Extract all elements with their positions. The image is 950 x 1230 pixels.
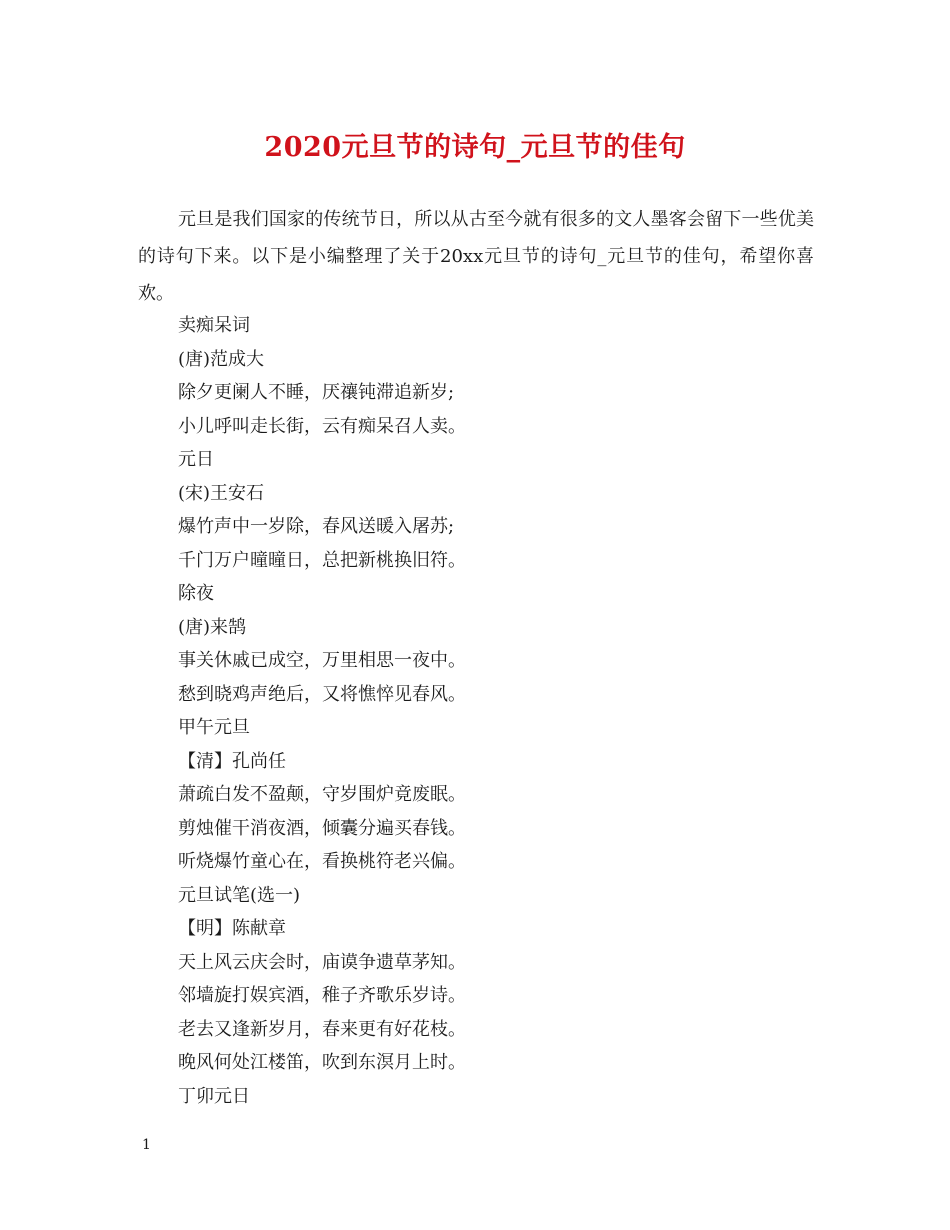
poem-line: 事关休戚已成空，万里相思一夜中。 (178, 650, 466, 671)
poem-title: 卖痴呆词 (178, 315, 250, 336)
poem-author: (唐)来鹄 (178, 616, 247, 638)
poem-title: 除夜 (178, 583, 214, 604)
document-title: 2020元旦节的诗句_元旦节的佳句 (264, 132, 686, 163)
poem-line: 剪烛催干消夜酒，倾囊分遍买春钱。 (178, 817, 466, 839)
poem-line: 千门万户曈曈日，总把新桃换旧符。 (178, 549, 466, 571)
poem-title: 甲午元旦 (178, 717, 250, 738)
poem-author: (宋)王安石 (178, 482, 265, 504)
poem-line: 老去又逢新岁月，春来更有好花枝。 (178, 1018, 466, 1040)
poem-line: 天上风云庆会时，庙谟争遗草茅知。 (178, 951, 466, 973)
poem-title: 丁卯元日 (178, 1085, 250, 1107)
poem-author: 【明】陈献章 (178, 918, 286, 939)
poem-line: 除夕更阑人不睡，厌禳钝滞追新岁; (178, 382, 455, 403)
poem-author: (唐)范成大 (178, 348, 265, 370)
poem-line: 小儿呼叫走长街，云有痴呆召人卖。 (178, 415, 466, 437)
poem-line: 邻墙旋打娱宾酒，稚子齐歌乐岁诗。 (178, 985, 466, 1006)
poem-title: 元旦试笔(选一) (178, 884, 301, 906)
intro-paragraph: 元旦是我们国家的传统节日，所以从古至今就有很多的文人墨客会留下一些优美的诗句下来。以下是小编整理了关于20xx元旦节的诗句_元旦节的佳句，希望你喜欢。 (138, 209, 814, 304)
poem-line: 爆竹声中一岁除，春风送暖入屠苏; (178, 516, 455, 537)
poem-line: 萧疏白发不盈颠，守岁围炉竟废眠。 (178, 784, 466, 805)
poem-line: 愁到晓鸡声绝后，又将憔悴见春风。 (178, 683, 466, 705)
page-number: 1 (142, 1137, 151, 1153)
poem-author: 【清】孔尚任 (178, 750, 286, 772)
poem-title: 元日 (178, 449, 214, 470)
poem-line: 晚风何处江楼笛，吹到东溟月上时。 (178, 1052, 466, 1073)
poem-list (178, 309, 818, 1113)
poem-line: 听烧爆竹童心在，看换桃符老兴偏。 (178, 851, 466, 872)
